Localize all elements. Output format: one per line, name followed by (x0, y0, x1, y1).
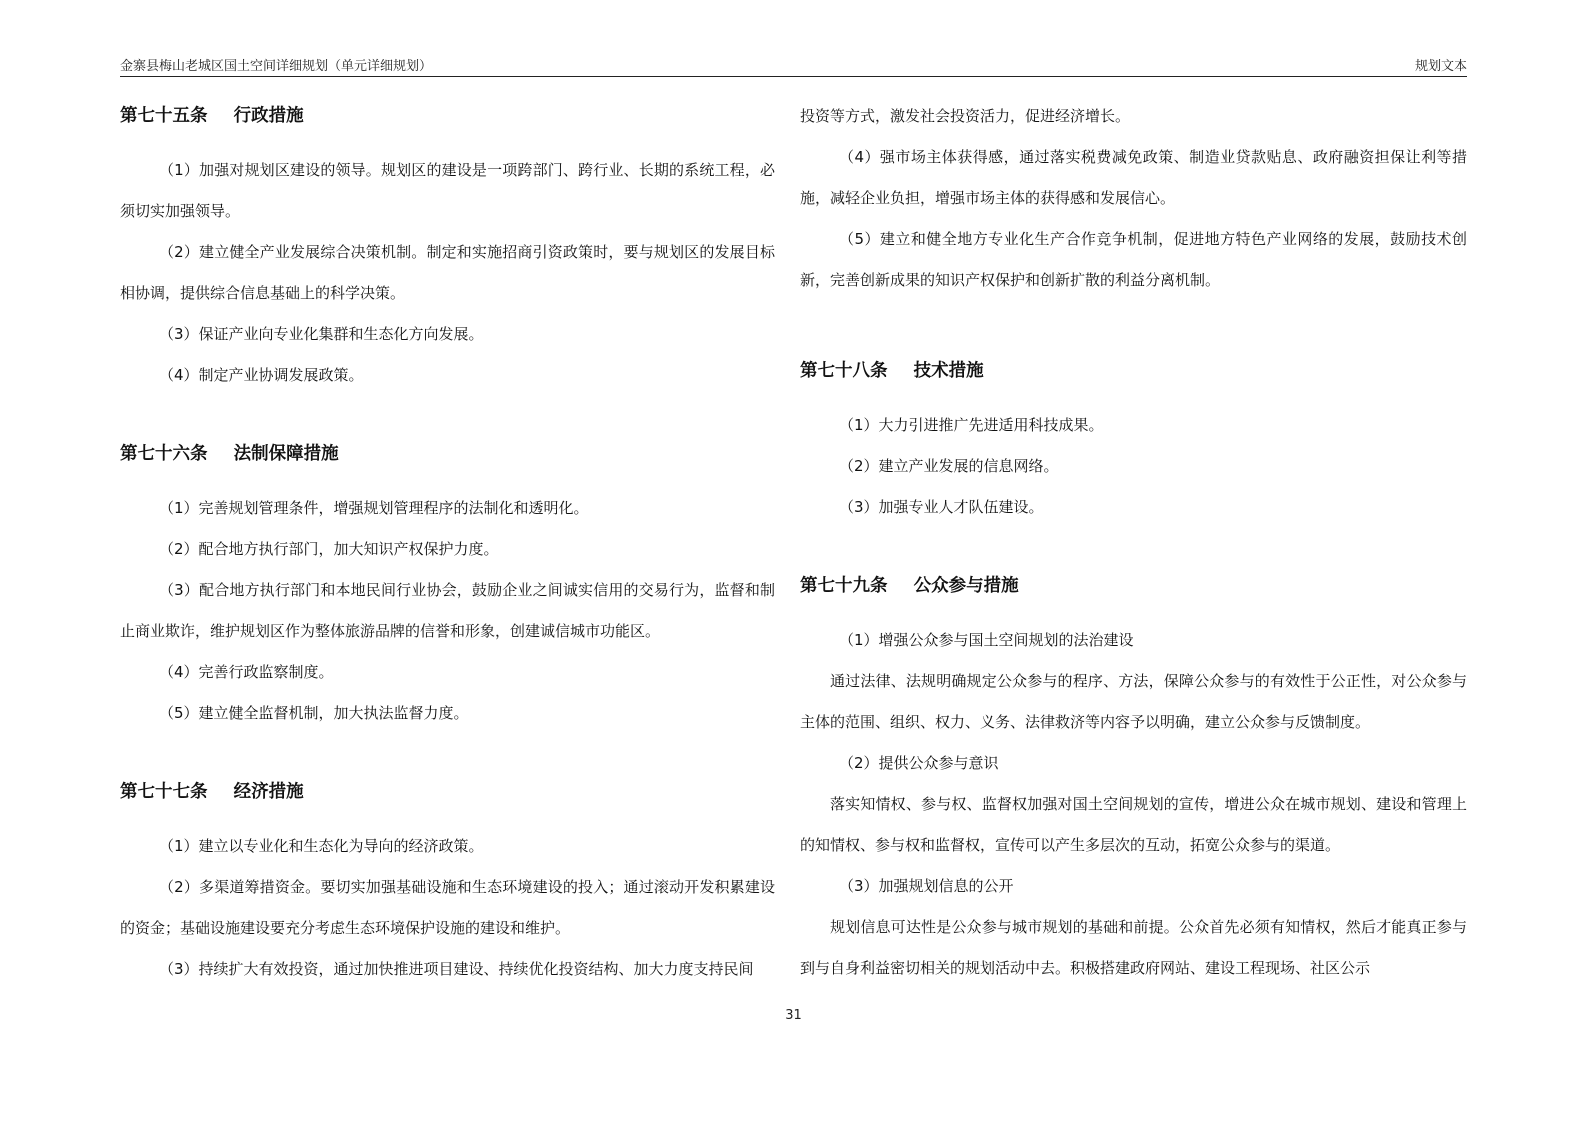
article-paragraph: （2）建立产业发展的信息网络。 (839, 457, 1059, 475)
article-paragraph: （4）制定产业协调发展政策。 (159, 366, 364, 384)
article-heading (120, 96, 775, 136)
article-paragraph: 通过法律、法规明确规定公众参与的程序、方法，保障公众参与的有效性于公正性，对公众参与主体的范围、组织、权力、义务、法律救济等内容予以明确，建立公众参与反馈制度。 (800, 672, 1467, 731)
article-paragraph: （3）保证产业向专业化集群和生态化方向发展。 (159, 325, 484, 343)
article-paragraph: （3）配合地方执行部门和本地民间行业协会，鼓励企业之间诚实信用的交易行为，监督和制止商业欺诈，维护规划区作为整体旅游品牌的信誉和形象，创建诚信城市功能区。 (120, 581, 775, 640)
document-type: 规划文本 (1414, 59, 1467, 74)
article-paragraph: 落实知情权、参与权、监督权加强对国土空间规划的宣传，增进公众在城市规划、建设和管理上的知情权、参与权和监督权，宣传可以产生多层次的互动，拓宽公众参与的渠道。 (800, 795, 1467, 854)
article-number: 第七十七条 (120, 782, 208, 802)
article-number: 第七十六条 (120, 444, 208, 464)
header-divider (120, 76, 1467, 77)
article-title: 经济措施 (233, 782, 304, 802)
article-heading (120, 434, 775, 474)
article-title: 行政措施 (233, 106, 304, 126)
article-paragraph: 规划信息可达性是公众参与城市规划的基础和前提。公众首先必须有知情权，然后才能真正参与到与自身利益密切相关的规划活动中去。积极搭建政府网站、建设工程现场、社区公示 (800, 918, 1467, 977)
article-paragraph: （5）建立健全监督机制，加大执法监督力度。 (159, 704, 469, 722)
article-paragraph: （2）多渠道筹措资金。要切实加强基础设施和生态环境建设的投入；通过滚动开发积累建设的资金；基础设施建设要充分考虑生态环境保护设施的建设和维护。 (120, 878, 775, 937)
article-paragraph: （1）建立以专业化和生态化为导向的经济政策。 (159, 837, 484, 855)
article-paragraph: （2）配合地方执行部门，加大知识产权保护力度。 (159, 540, 499, 558)
article-paragraph-continued: 投资等方式，激发社会投资活力，促进经济增长。 (800, 107, 1131, 125)
article-paragraph: （3）加强专业人才队伍建设。 (839, 498, 1044, 516)
article-number: 第七十八条 (800, 361, 888, 381)
article-number: 第七十九条 (800, 576, 888, 596)
article-paragraph: （2）建立健全产业发展综合决策机制。制定和实施招商引资政策时，要与规划区的发展目标相协调，提供综合信息基础上的科学决策。 (120, 243, 775, 302)
article-number: 第七十五条 (120, 106, 208, 126)
article-heading (800, 351, 1467, 391)
article-title: 公众参与措施 (913, 576, 1019, 596)
article-paragraph: （1）加强对规划区建设的领导。规划区的建设是一项跨部门、跨行业、长期的系统工程，必须切实加强领导。 (120, 161, 775, 220)
right-column (800, 96, 1467, 989)
article-heading (120, 772, 775, 812)
article-paragraph: （4）完善行政监察制度。 (159, 663, 334, 681)
article-title: 技术措施 (913, 361, 984, 381)
page-number: 31 (785, 1008, 802, 1023)
page-header (120, 55, 1467, 77)
document-title: 金寨县梅山老城区国土空间详细规划（单元详细规划） (120, 59, 433, 74)
article-paragraph: （3）持续扩大有效投资，通过加快推进项目建设、持续优化投资结构、加大力度支持民间 (159, 960, 754, 978)
article-paragraph: （2）提供公众参与意识 (839, 754, 999, 772)
article-paragraph: （1）完善规划管理条件，增强规划管理程序的法制化和透明化。 (159, 499, 589, 517)
article-heading (800, 566, 1467, 606)
left-column (120, 96, 775, 990)
article-paragraph: （3）加强规划信息的公开 (839, 877, 1014, 895)
article-paragraph: （5）建立和健全地方专业化生产合作竞争机制，促进地方特色产业网络的发展，鼓励技术创新，完善创新成果的知识产权保护和创新扩散的利益分离机制。 (800, 230, 1467, 289)
article-paragraph: （1）增强公众参与国土空间规划的法治建设 (839, 631, 1134, 649)
article-paragraph: （1）大力引进推广先进适用科技成果。 (839, 416, 1104, 434)
article-title: 法制保障措施 (233, 444, 339, 464)
article-paragraph: （4）强市场主体获得感，通过落实税费减免政策、制造业贷款贴息、政府融资担保让利等措施，减轻企业负担，增强市场主体的获得感和发展信心。 (800, 148, 1467, 207)
